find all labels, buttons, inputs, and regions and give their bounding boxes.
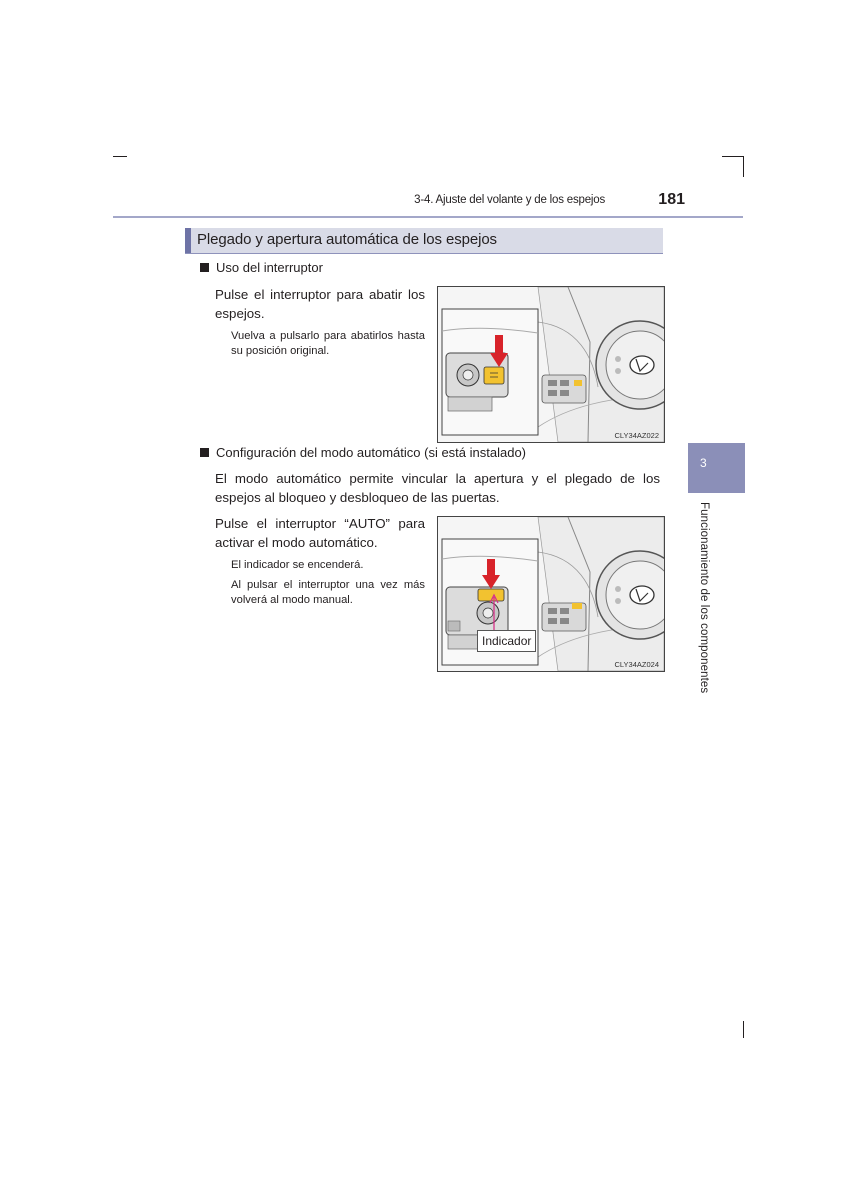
note-manual: Al pulsar el interruptor una vez más volverá al modo manual. [231, 579, 425, 606]
crop-mark-top-right-h [722, 156, 744, 157]
square-bullet-icon [200, 448, 209, 457]
subheading-switch-use [200, 260, 323, 275]
instruction-fold: Pulse el interruptor para abatir los espejos. [215, 287, 425, 321]
indicator-callout: Indicador [477, 630, 536, 652]
figure-auto-switch [437, 516, 665, 672]
instruction-auto: Pulse el interruptor “AUTO” para activar el modo automático. [215, 516, 425, 550]
note-unfold: Vuelva a pulsarlo para abatirlos hasta su posición original. [231, 330, 425, 357]
subheading-auto-mode [200, 445, 526, 460]
door-panel [542, 603, 586, 631]
crop-mark-top-right-v [743, 156, 744, 177]
subheading-text: Configuración del modo automático (si está instalado) [216, 445, 527, 460]
figure-code: CLY34AZ022 [614, 431, 659, 440]
note-indicator: El indicador se encenderá. [231, 559, 364, 571]
door-panel [542, 375, 586, 403]
section-title: Plegado y apertura automática de los espejos [197, 231, 497, 248]
figure-code: CLY34AZ024 [614, 660, 659, 669]
chapter-label: Funcionamiento de los componentes [698, 502, 710, 694]
running-head: 3-4. Ajuste del volante y de los espejos [414, 194, 605, 206]
section-accent [185, 228, 191, 253]
page-number: 181 [658, 191, 685, 208]
figure-mirror-switch [437, 286, 665, 443]
figure-illustration [438, 517, 664, 671]
chapter-tab [688, 443, 745, 493]
auto-mode-intro: El modo automático permite vincular la apertura y el plegado de los espejos al bloqueo y desbloqueo de las puertas. [215, 471, 660, 505]
figure-illustration [438, 287, 664, 442]
chapter-number: 3 [700, 456, 707, 470]
section-title-bar [185, 228, 663, 254]
square-bullet-icon [200, 263, 209, 272]
header-rule [113, 216, 743, 218]
crop-mark-bottom-right [743, 1021, 744, 1038]
subheading-text: Uso del interruptor [216, 260, 323, 275]
crop-mark-top-left [113, 156, 127, 157]
